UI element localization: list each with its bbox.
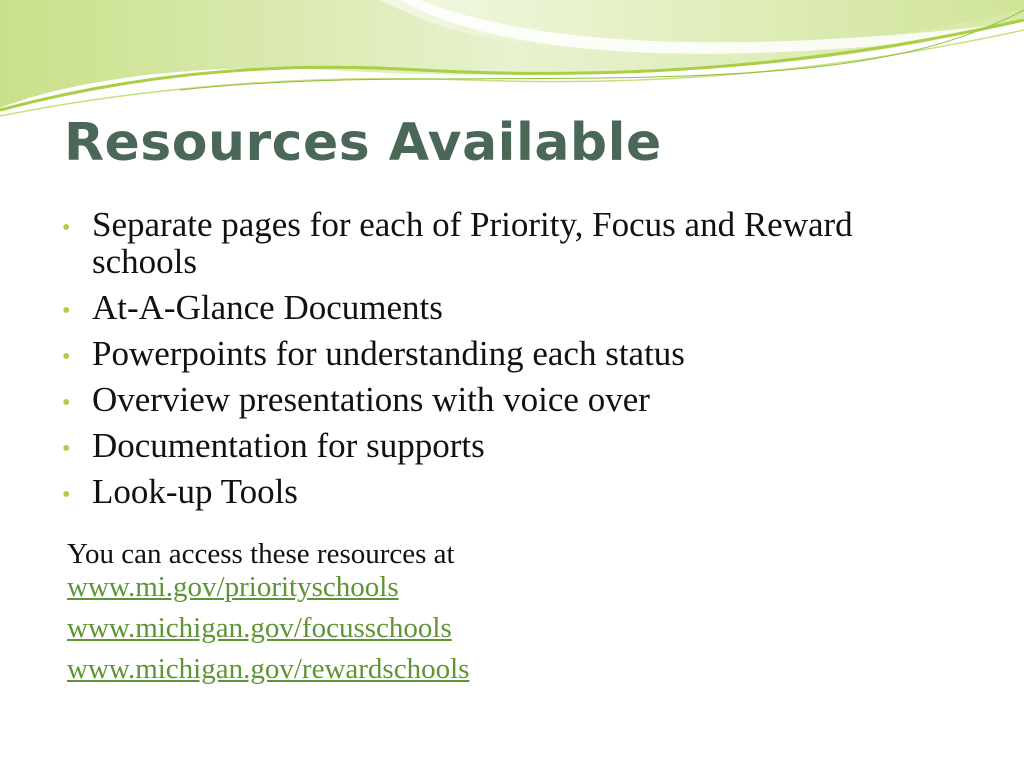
list-item	[60, 427, 960, 464]
access-resources-block	[67, 538, 967, 686]
list-item-label: Documentation for supports	[92, 426, 485, 465]
slide-title: Resources Available	[64, 113, 662, 173]
list-item	[60, 473, 960, 510]
list-item-label: Separate pages for each of Priority, Focus and Reward schools	[92, 205, 853, 281]
header-swoosh-decoration	[0, 0, 1024, 120]
bullet-icon: •	[62, 390, 71, 416]
list-item	[60, 289, 960, 326]
bullet-icon: •	[62, 436, 71, 462]
link-priority-schools[interactable]: www.mi.gov/priorityschools	[67, 571, 399, 603]
resource-bullet-list	[60, 206, 960, 519]
list-item-label: Powerpoints for understanding each status	[92, 334, 685, 373]
link-reward-schools[interactable]: www.michigan.gov/rewardschools	[67, 653, 470, 685]
list-item-label: Overview presentations with voice over	[92, 380, 650, 419]
bullet-icon: •	[62, 215, 71, 241]
list-item	[60, 206, 960, 280]
list-item-label: At-A-Glance Documents	[92, 288, 443, 327]
bullet-icon: •	[62, 344, 71, 370]
list-item	[60, 381, 960, 418]
access-intro-text: You can access these resources at	[67, 538, 455, 570]
bullet-icon: •	[62, 298, 71, 324]
list-item	[60, 335, 960, 372]
bullet-icon: •	[62, 482, 71, 508]
list-item-label: Look-up Tools	[92, 472, 298, 511]
link-focus-schools[interactable]: www.michigan.gov/focusschools	[67, 612, 452, 644]
